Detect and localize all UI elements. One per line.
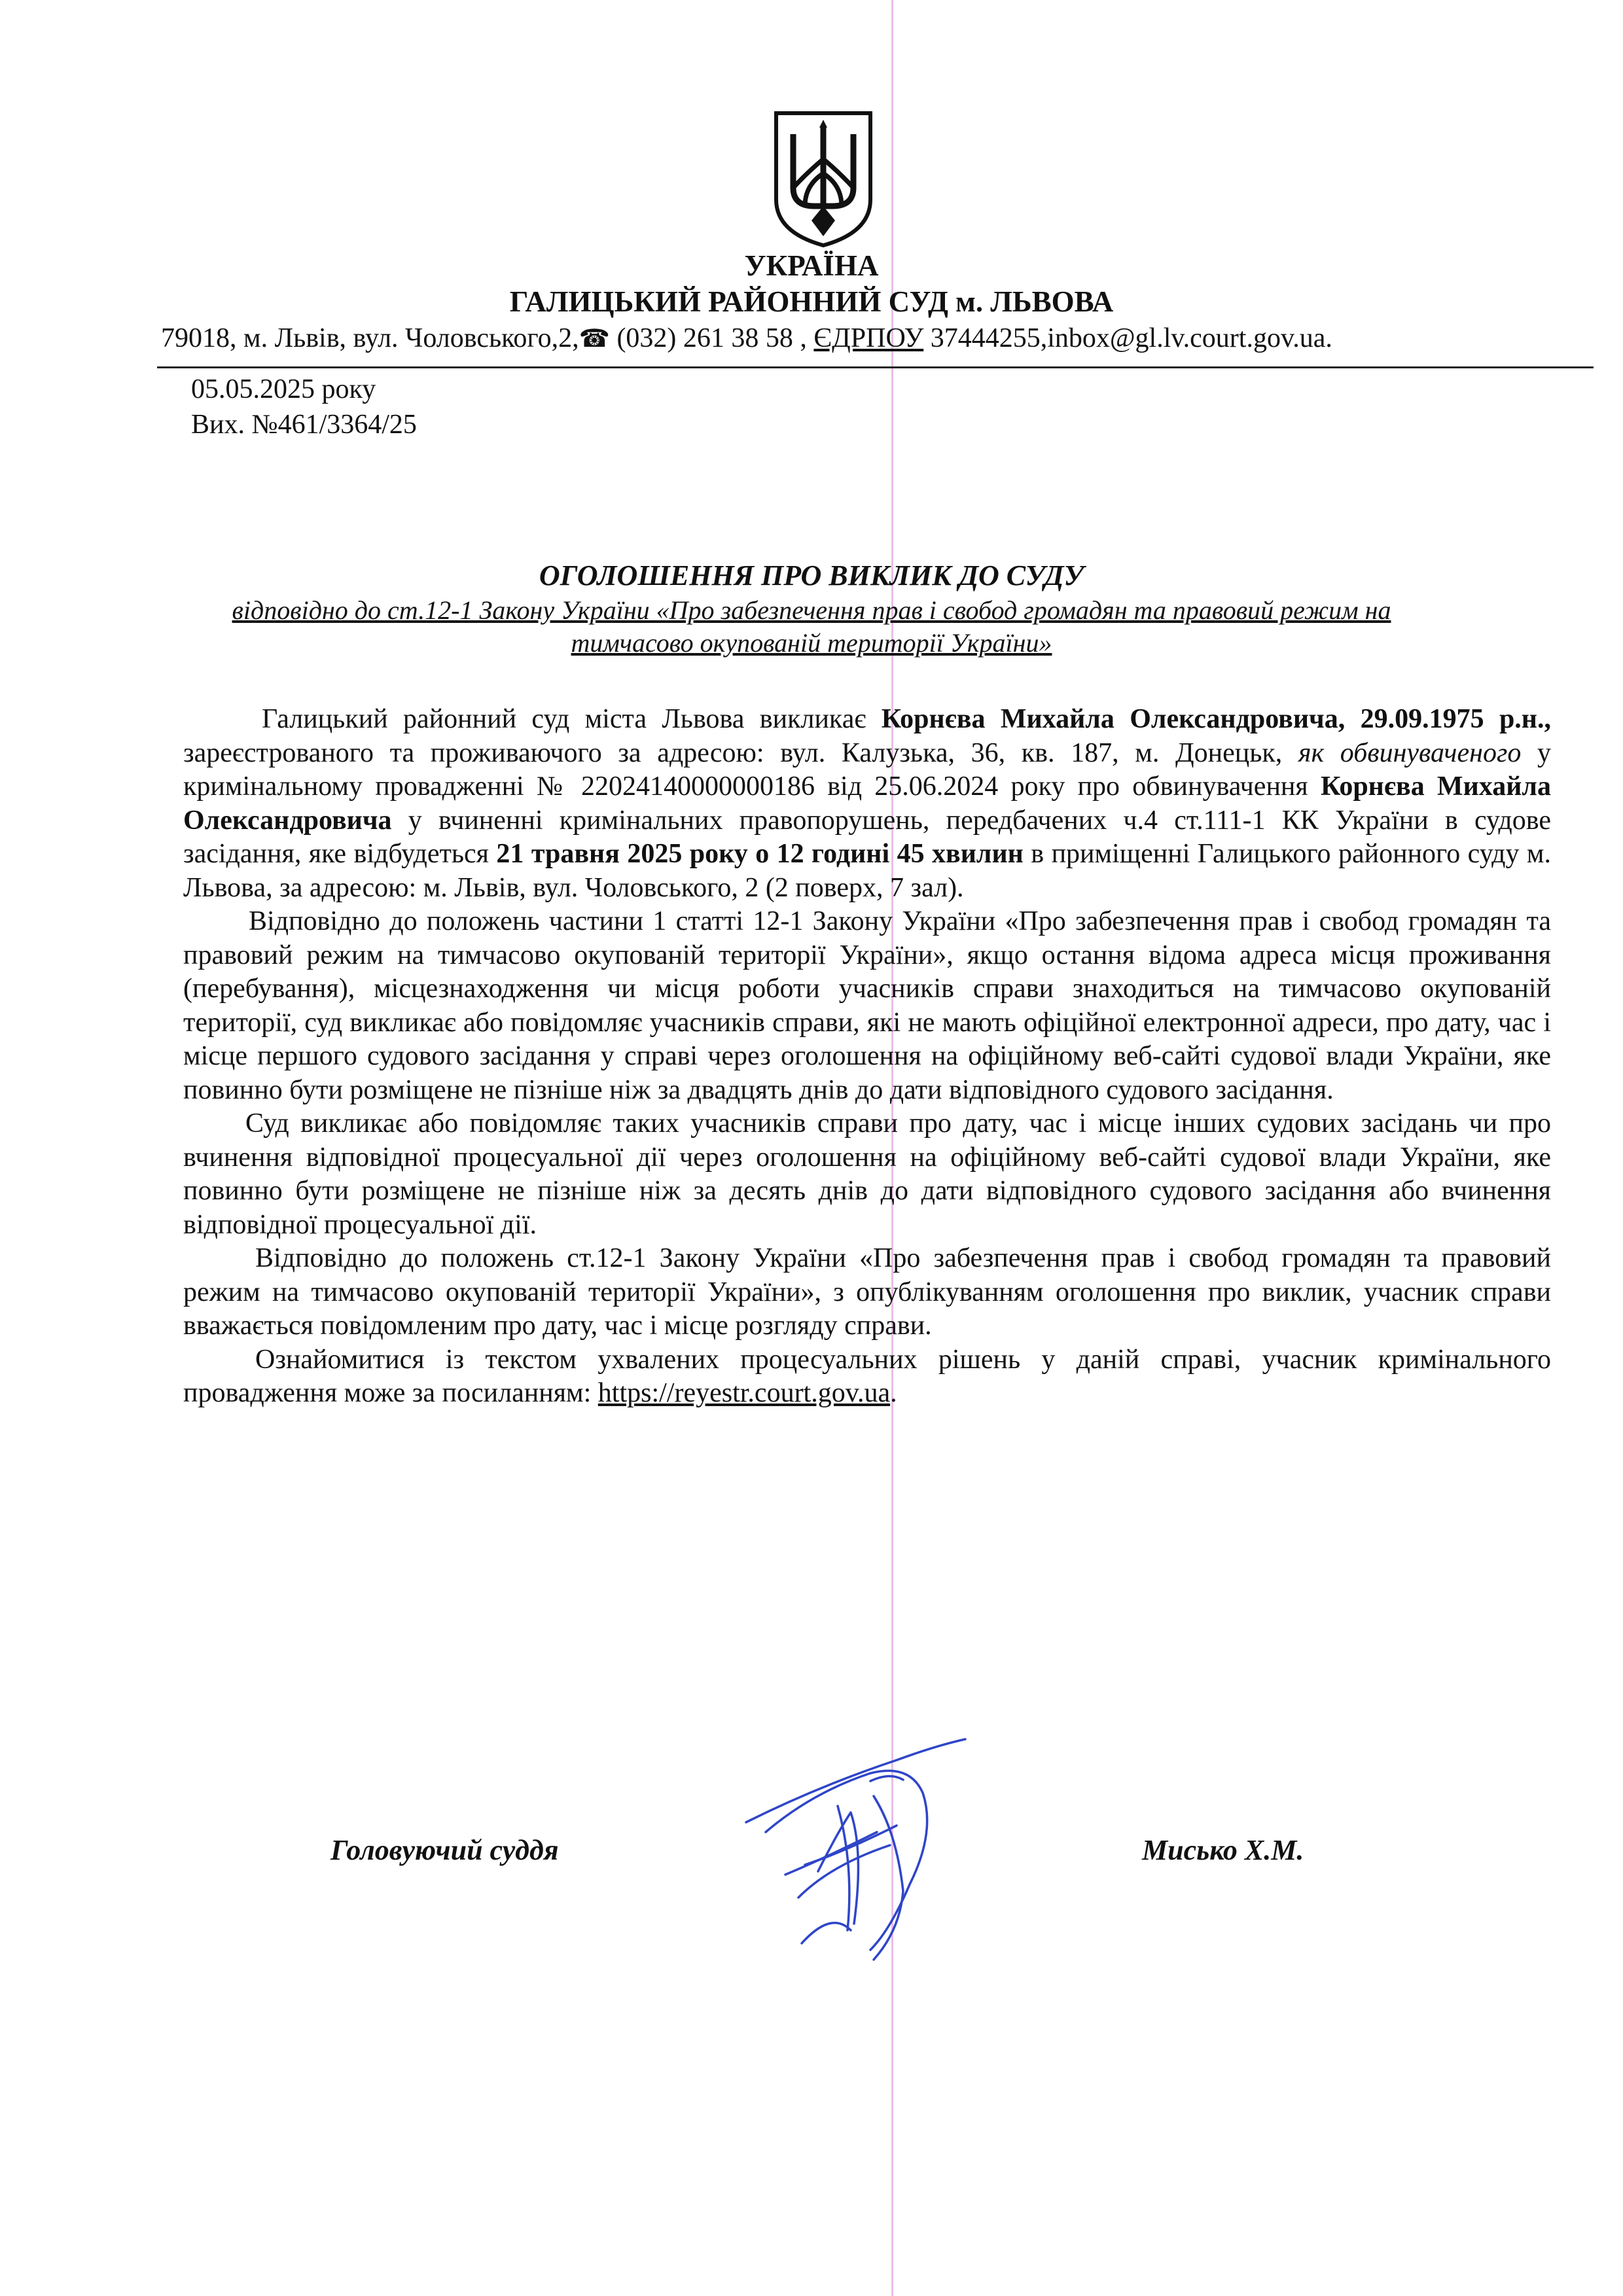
country-heading: УКРАЇНА [744, 249, 879, 282]
paragraph-law-other-hearings: Суд викликає або повідомляє таких учасників справи про дату, час і місце інших судових засідань чи про вчинення відповідної процесуальної дії через оголошення на офіційному веб-сайті судової влади України, яке повинно бути розміщене не пізніше ніж за десять днів до дати відповідного судового засідання або вчинення відповідної процесуальної дії. [183, 1108, 1551, 1240]
document-date: 05.05.2025 року [191, 374, 376, 404]
defendant-name: Корнєва Михайла Олександровича [183, 771, 1551, 836]
court-phone: (032) 261 38 58 , [609, 323, 807, 353]
trident-emblem-icon [771, 108, 876, 249]
registry-link[interactable]: https://reyestr.court.gov.ua [597, 1378, 891, 1408]
signatory-position: Головуючий суддя [330, 1834, 559, 1866]
header-divider [157, 366, 1594, 368]
outgoing-number: Вих. №461/3364/25 [191, 410, 417, 440]
phone-icon: ☎ [579, 325, 610, 353]
paragraph-law-first-hearing: Відповідно до положень частини 1 статті 12-1 Закону України «Про забезпечення прав і свобод громадян та правовий режим на тимчасово окупованій території України», якщо остання відома адреса місця проживання (перебування), місцезнаходження чи місця роботи учасників справи знаходиться на тимчасово окупованій території, суд викликає або повідомляє учасників справи, які не мають офіційної електронної адреси, про дату, час і місце першого судового засідання у справі через оголошення на офіційному веб-сайті судової влади України, яке повинно бути розміщене не пізніше ніж за двадцять днів до дати відповідного судового засідання. [183, 906, 1551, 1105]
court-contact-line [161, 321, 1601, 357]
court-address: 79018, м. Львів, вул. Чоловського,2, [161, 323, 579, 353]
defendant-role: як обвинуваченого [1298, 737, 1522, 768]
paragraph-registry: Ознайомитися із текстом ухвалених процесуальних рішень у даній справі, учасник кримінального провадження може за посиланням: https://reyestr.court.gov.ua. [183, 1344, 1551, 1408]
document-title: ОГОЛОШЕННЯ ПРО ВИКЛИК ДО СУДУ [539, 559, 1084, 592]
hearing-datetime: 21 травня 2025 року о 12 годині 45 хвилин [496, 839, 1024, 869]
handwritten-signature [740, 1734, 988, 1969]
defendant-name-dob: Корнєва Михайла Олександровича, 29.09.1975 р.н., [881, 704, 1551, 734]
edrpou-and-email: 37444255,inbox@gl.lv.court.gov.ua. [923, 323, 1332, 353]
court-name-heading: ГАЛИЦЬКИЙ РАЙОННИЙ СУД м. ЛЬВОВА [509, 285, 1114, 318]
paragraph-notification: Відповідно до положень ст.12-1 Закону України «Про забезпечення прав і свобод громадян та правовий режим на тимчасово окупованій території України», з опублікуванням оголошення про виклик, учасник справи вважається повідомленим про дату, час і місце розгляду справи. [183, 1243, 1551, 1341]
document-subtitle: відповідно до ст.12-1 Закону України «Про забезпечення прав і свобод громадян та правовий режим на тимчасово окупованій території України» [232, 595, 1391, 658]
notice-body [183, 703, 1551, 1411]
paragraph-summons: Галицький районний суд міста Львова викликає Корнєва Михайла Олександровича, 29.09.1975 р.н., зареєстрованого та проживаючого за адресою: вул. Калузька, 36, кв. 187, м. Донецьк, як обвинуваченого у кримінальному провадженні № 22024140000000186 від 25.06.2024 року про обвинувачення Корнєва Михайла Олександровича у вчиненні кримінальних правопорушень, передбачених ч.4 ст.111-1 КК України в судове засідання, яке відбудеться 21 травня 2025 року о 12 годині 45 хвилин в приміщенні Галицького районного суду м. Львова, за адресою: м. Львів, вул. Чоловського, 2 (2 поверх, 7 зал). [183, 704, 1551, 903]
edrpou-label: ЄДРПОУ [813, 323, 924, 353]
judge-name: Мисько Х.М. [1142, 1834, 1304, 1866]
